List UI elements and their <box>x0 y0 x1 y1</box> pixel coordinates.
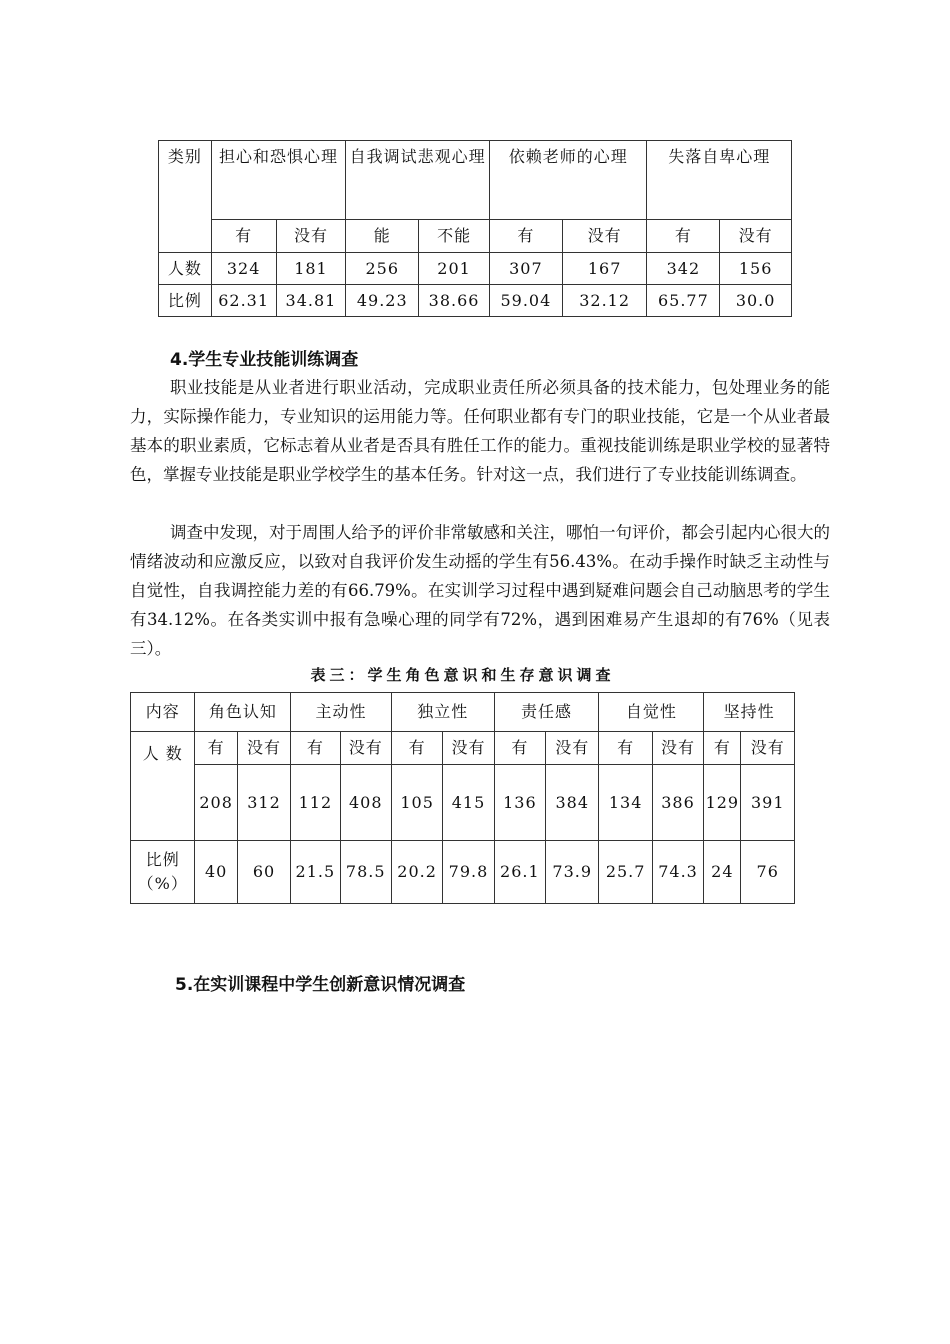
table-subheader-row <box>159 220 792 253</box>
subheader-cell: 有 <box>211 220 276 253</box>
group-header: 坚持性 <box>704 693 795 732</box>
table-cell: 65.77 <box>647 285 720 317</box>
subheader-cell: 有 <box>391 732 442 765</box>
table-cell: 40 <box>195 841 237 904</box>
group-header: 自我调试悲观心理 <box>346 141 490 220</box>
group-header: 自觉性 <box>599 693 704 732</box>
table-cell: 105 <box>391 765 442 841</box>
table-cell: 59.04 <box>489 285 562 317</box>
table-cell: 78.5 <box>340 841 391 904</box>
group-header: 独立性 <box>391 693 494 732</box>
subheader-cell: 没有 <box>652 732 703 765</box>
ratio-label: 比例（%） <box>131 841 195 904</box>
table-cell: 49.23 <box>346 285 419 317</box>
role-awareness-table <box>130 692 795 904</box>
section-5-heading: 5.在实训课程中学生创新意识情况调查 <box>175 975 466 995</box>
table-cell: 415 <box>443 765 494 841</box>
table-cell: 307 <box>489 253 562 285</box>
subheader-cell: 没有 <box>340 732 391 765</box>
table-cell: 408 <box>340 765 391 841</box>
table-header-row <box>131 693 795 732</box>
subheader-cell: 没有 <box>562 220 647 253</box>
table-cell: 34.81 <box>276 285 346 317</box>
row-label: 比例 <box>159 285 212 317</box>
table-cell: 342 <box>647 253 720 285</box>
table-cell: 324 <box>211 253 276 285</box>
table-cell: 74.3 <box>652 841 703 904</box>
section-4-heading: 4.学生专业技能训练调查 <box>170 350 359 370</box>
table-cell: 76 <box>741 841 795 904</box>
content-header: 内容 <box>131 693 195 732</box>
category-header: 类别 <box>159 141 212 253</box>
table-cell: 38.66 <box>419 285 490 317</box>
table-cell: 60 <box>237 841 290 904</box>
table-subheader-row <box>131 732 795 765</box>
subheader-cell: 有 <box>195 732 237 765</box>
table-cell: 73.9 <box>546 841 599 904</box>
row-label: 人数 <box>159 253 212 285</box>
group-header: 责任感 <box>494 693 599 732</box>
table-cell: 26.1 <box>494 841 545 904</box>
table-cell: 62.31 <box>211 285 276 317</box>
subheader-cell: 没有 <box>546 732 599 765</box>
table-3-caption: 表三：学生角色意识和生存意识调查 <box>310 666 615 684</box>
table-cell: 156 <box>720 253 792 285</box>
subheader-cell: 没有 <box>443 732 494 765</box>
section-4-paragraph-1: 职业技能是从业者进行职业活动，完成职业责任所必须具备的技术能力，包处理业务的能力，实际操作能力，专业知识的运用能力等。任何职业都有专门的职业技能，它是一个从业者最基本的职业素质，它标志着从业者是否具有胜任工作的能力。重视技能训练是职业学校的显著特色，掌握专业技能是职业学校学生的基本任务。针对这一点，我们进行了专业技能训练调查。 <box>130 378 830 484</box>
table-cell: 21.5 <box>291 841 340 904</box>
subheader-cell: 有 <box>494 732 545 765</box>
subheader-cell: 有 <box>647 220 720 253</box>
group-header: 主动性 <box>291 693 392 732</box>
subheader-cell: 没有 <box>276 220 346 253</box>
count-label: 人 数 <box>131 732 195 841</box>
table-cell: 32.12 <box>562 285 647 317</box>
subheader-cell: 有 <box>291 732 340 765</box>
subheader-cell: 没有 <box>237 732 290 765</box>
table-cell: 181 <box>276 253 346 285</box>
table-header-row <box>159 141 792 220</box>
table-cell: 136 <box>494 765 545 841</box>
table-cell: 134 <box>599 765 652 841</box>
table-cell: 391 <box>741 765 795 841</box>
table-cell: 312 <box>237 765 290 841</box>
table-row <box>131 841 795 904</box>
group-header: 角色认知 <box>195 693 291 732</box>
psychology-survey-table <box>158 140 792 317</box>
table-cell: 129 <box>704 765 741 841</box>
table-row <box>159 253 792 285</box>
table-cell: 256 <box>346 253 419 285</box>
subheader-cell: 有 <box>704 732 741 765</box>
subheader-cell: 有 <box>599 732 652 765</box>
table-cell: 201 <box>419 253 490 285</box>
group-header: 失落自卑心理 <box>647 141 792 220</box>
group-header: 依赖老师的心理 <box>489 141 646 220</box>
section-4-paragraph-2: 调查中发现，对于周围人给予的评价非常敏感和关注，哪怕一句评价，都会引起内心很大的情绪波动和应激反应，以致对自我评价发生动摇的学生有56.43%。在动手操作时缺乏主动性与自觉性，自我调控能力差的有66.79%。在实训学习过程中遇到疑难问题会自己动脑思考的学生有34.12%。在各类实训中报有急噪心理的同学有72%，遇到困难易产生退却的有76%（见表三）。 <box>130 523 830 658</box>
table-cell: 112 <box>291 765 340 841</box>
subheader-cell: 没有 <box>720 220 792 253</box>
table-cell: 25.7 <box>599 841 652 904</box>
subheader-cell: 能 <box>346 220 419 253</box>
table-cell: 384 <box>546 765 599 841</box>
subheader-cell: 不能 <box>419 220 490 253</box>
subheader-cell: 没有 <box>741 732 795 765</box>
group-header: 担心和恐惧心理 <box>211 141 346 220</box>
table-cell: 30.0 <box>720 285 792 317</box>
table-cell: 24 <box>704 841 741 904</box>
table-cell: 167 <box>562 253 647 285</box>
subheader-cell: 有 <box>489 220 562 253</box>
table-cell: 79.8 <box>443 841 494 904</box>
table-row <box>131 765 795 841</box>
table-cell: 386 <box>652 765 703 841</box>
table-row <box>159 285 792 317</box>
table-cell: 208 <box>195 765 237 841</box>
table-cell: 20.2 <box>391 841 442 904</box>
